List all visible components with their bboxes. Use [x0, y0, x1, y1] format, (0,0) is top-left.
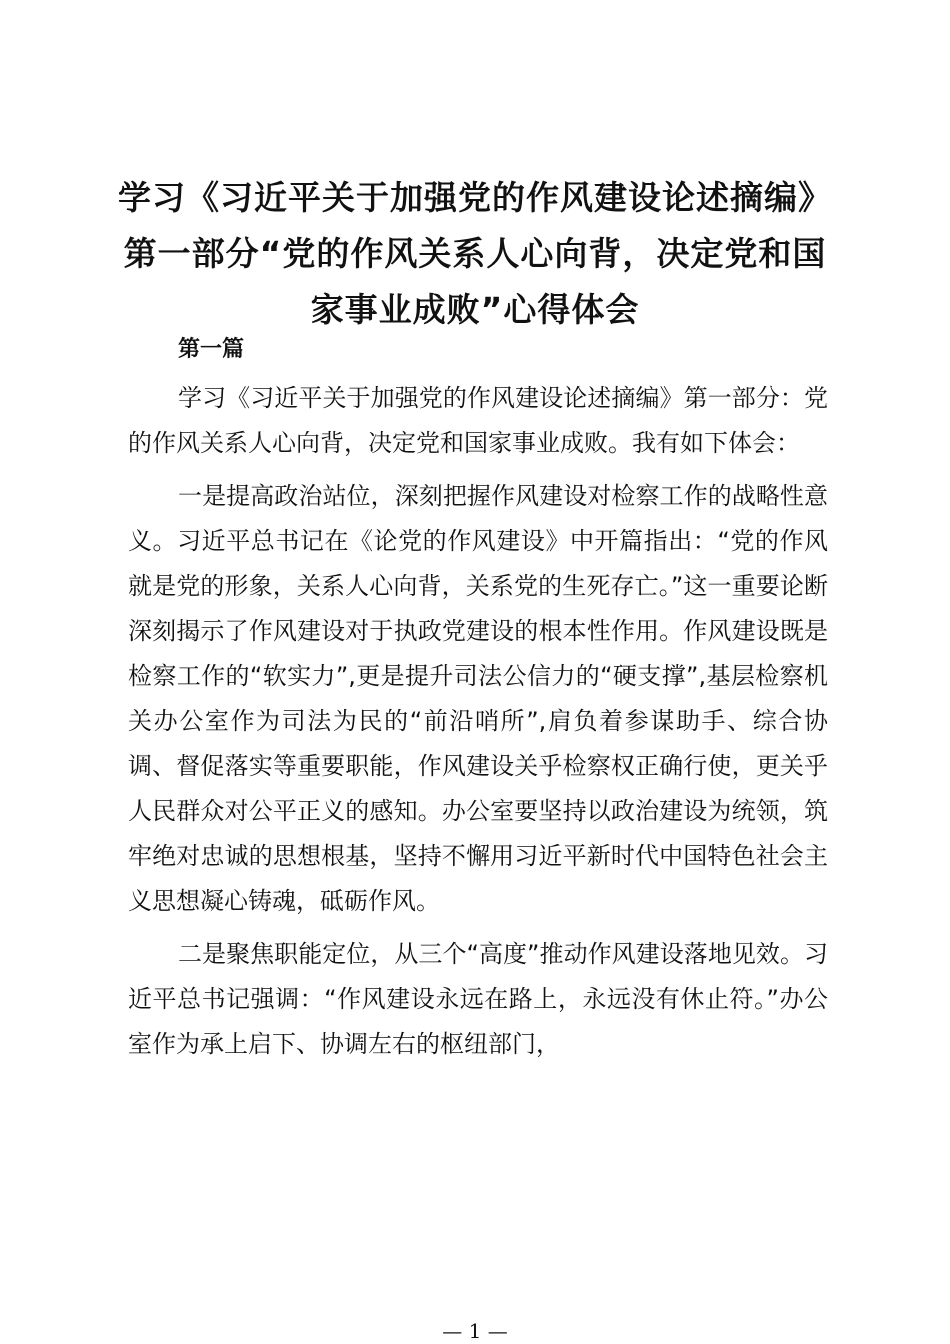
section-label: 第一篇: [178, 337, 245, 362]
document-title: 学习《习近平关于加强党的作风建设论述摘编》第一部分“党的作风关系人心向背，决定党和国家事业成败”心得体会: [118, 178, 832, 329]
document-body: [128, 328, 828, 1067]
paragraph-point-one: 一是提高政治站位，深刻把握作风建设对检察工作的战略性意义。习近平总书记在《论党的作风建设》中开篇指出：“党的作风就是党的形象，关系人心向背，关系党的生死存亡。”这一重要论断深刻揭示了作风建设对于执政党建设的根本性作用。作风建设既是检察工作的“软实力”,更是提升司法公信力的“硬支撑”,基层检察机关办公室作为司法为民的“前沿哨所”,肩负着参谋助手、综合协调、督促落实等重要职能，作风建设关乎检察权正确行使，更关乎人民群众对公平正义的感知。办公室要坚持以政治建设为统领，筑牢绝对忠诚的思想根基，坚持不懈用习近平新时代中国特色社会主义思想凝心铸魂，砥砺作风。: [128, 482, 828, 915]
paragraph-point-two: 二是聚焦职能定位，从三个“高度”推动作风建设落地见效。习近平总书记强调：“作风建设永远在路上，永远没有休止符。”办公室作为承上启下、协调左右的枢纽部门，: [128, 940, 828, 1058]
page-number: — 1 —: [442, 1319, 508, 1343]
paragraph-intro: 学习《习近平关于加强党的作风建设论述摘编》第一部分：党的作风关系人心向背，决定党和国家事业成败。我有如下体会：: [128, 384, 828, 457]
